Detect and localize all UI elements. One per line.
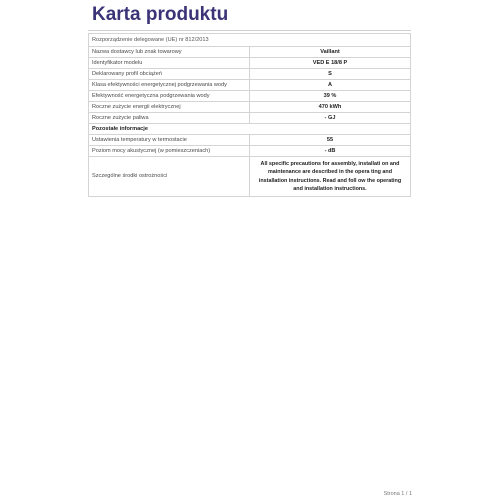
row-label: Nazwa dostawcy lub znak towarowy — [89, 47, 250, 58]
row-label: Efektywność energetyczna podgrzewania wody — [89, 91, 250, 102]
precautions-label: Szczególne środki ostrożności — [89, 157, 250, 197]
table-row — [89, 91, 411, 102]
table-row — [89, 80, 411, 91]
table-row — [89, 47, 411, 58]
row-value: 470 kWh — [250, 102, 411, 113]
precautions-text: All specific precautions for assembly, installati on and maintenance are described in the opera ting and installation instructions. Read and foll ow the operating and installation instructions. — [250, 157, 411, 197]
table-row — [89, 113, 411, 124]
row-value: A — [250, 80, 411, 91]
title-divider — [88, 30, 411, 31]
row-value: - dB — [250, 146, 411, 157]
row-label: Poziom mocy akustycznej (w pomieszczeniach) — [89, 146, 250, 157]
regulation-text: Rozporządzenie delegowane (UE) nr 812/2013 — [89, 34, 411, 47]
table-row — [89, 135, 411, 146]
row-value: - GJ — [250, 113, 411, 124]
table-row — [89, 146, 411, 157]
row-value: 39 % — [250, 91, 411, 102]
section-heading: Pozostałe informacje — [89, 124, 411, 135]
row-value: S — [250, 69, 411, 80]
row-label: Identyfikator modelu — [89, 58, 250, 69]
row-value: Vaillant — [250, 47, 411, 58]
page-title: Karta produktu — [92, 4, 229, 25]
row-label: Ustawienia temperatury w termostacie — [89, 135, 250, 146]
precautions-row — [89, 157, 411, 197]
table-row — [89, 58, 411, 69]
section-row — [89, 124, 411, 135]
table-row — [89, 69, 411, 80]
row-label: Deklarowany profil obciążeń — [89, 69, 250, 80]
row-label: Klasa efektywności energetycznej podgrzewania wody — [89, 80, 250, 91]
table-row — [89, 102, 411, 113]
row-label: Roczne zużycie energii elektrycznej — [89, 102, 250, 113]
row-value: 55 — [250, 135, 411, 146]
row-label: Roczne zużycie paliwa — [89, 113, 250, 124]
page-number: Strona 1 / 1 — [383, 491, 412, 497]
product-card-table — [88, 33, 411, 197]
row-value: VED E 18/8 P — [250, 58, 411, 69]
regulation-row — [89, 34, 411, 47]
